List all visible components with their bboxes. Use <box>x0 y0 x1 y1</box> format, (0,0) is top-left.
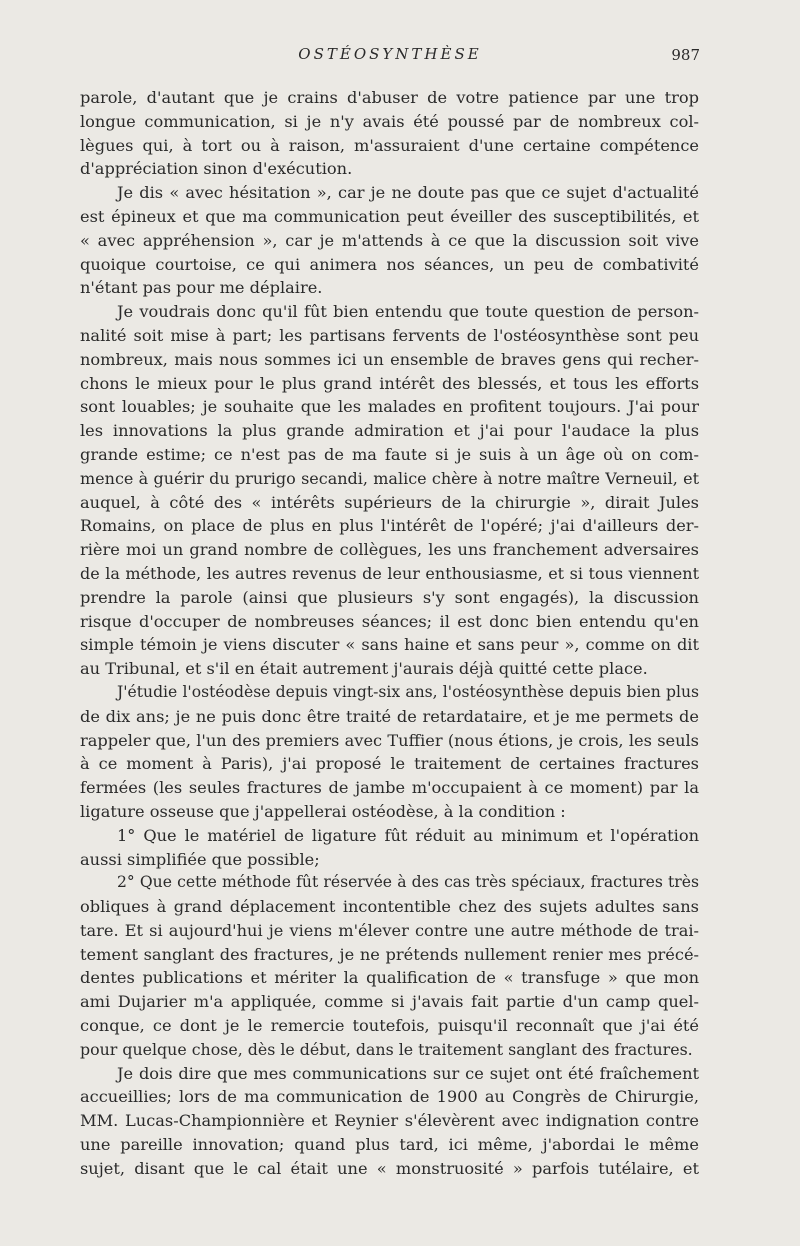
text-line: sont louables; je souhaite que les malades en profitent toujours. J'ai pour <box>80 397 699 417</box>
text-line: 2° Que cette méthode fût réservée à des cas très spéciaux, fractures très <box>117 873 699 892</box>
text-line: Romains, on place de plus en plus l'intérêt de l'opéré; j'ai d'ailleurs der- <box>80 516 699 536</box>
text-line: grande estime; ce n'est pas de ma faute si je suis à un âge où on com- <box>80 444 699 464</box>
text-line: chons le mieux pour le plus grand intérêt des blessés, et tous les efforts <box>80 373 699 393</box>
text-line: prendre la parole (ainsi que plusieurs s'y sont engagés), la discussion <box>80 587 699 607</box>
text-line: MM. Lucas-Championnière et Reynier s'élevèrent avec indignation contre <box>80 1111 699 1131</box>
text-line: au Tribunal, et s'il en était autrement j'aurais déjà quitté cette place. <box>80 659 648 679</box>
text-line: d'appréciation sinon d'exécution. <box>80 159 353 179</box>
text-line: tement sanglant des fractures, je ne prétends nullement renier mes précé- <box>80 944 699 964</box>
page-header <box>80 45 700 69</box>
text-line: nombreux, mais nous sommes ici un ensemble de braves gens qui recher- <box>80 349 699 369</box>
text-line: sujet, disant que le cal était une « monstruosité » parfois tutélaire, et <box>80 1158 699 1178</box>
text-line: risque d'occuper de nombreuses séances; il est donc bien entendu qu'en <box>80 611 699 631</box>
text-line: parole, d'autant que je crains d'abuser de votre patience par une trop <box>80 88 699 107</box>
text-line: nalité soit mise à part; les partisans fervents de l'ostéosynthèse sont peu <box>80 325 699 345</box>
text-line: quoique courtoise, ce qui animera nos séances, un peu de combativité <box>80 254 699 274</box>
text-line: dentes publications et mériter la qualification de « transfuge » que mon <box>80 968 699 988</box>
page-number: 987 <box>671 46 700 64</box>
text-line: pour quelque chose, dès le début, dans le traitement sanglant des fractures. <box>80 1039 693 1059</box>
body-text <box>80 86 699 1181</box>
text-line: 1° Que le matériel de ligature fût réduit au minimum et l'opération <box>117 825 699 845</box>
text-line: accueillies; lors de ma communication de 1900 au Congrès de Chirurgie, <box>80 1087 699 1107</box>
text-line: de dix ans; je ne puis donc être traité de retardataire, et je me permets de <box>80 706 699 726</box>
text-line: de la méthode, les autres revenus de leur enthousiasme, et si tous viennent <box>80 563 699 583</box>
text-line: conque, ce dont je le remercie toutefois, puisqu'il reconnaît que j'ai été <box>80 1016 699 1036</box>
text-line: aussi simplifiée que possible; <box>80 849 320 869</box>
text-line: ligature osseuse que j'appellerai ostéodèse, à la condition : <box>80 801 566 821</box>
text-line: Je dis « avec hésitation », car je ne doute pas que ce sujet d'actualité <box>117 183 699 203</box>
text-line: auquel, à côté des « intérêts supérieurs de la chirurgie », dirait Jules <box>80 492 699 512</box>
text-line: ami Dujarier m'a appliquée, comme si j'avais fait partie d'un camp quel- <box>80 992 699 1012</box>
text-line: longue communication, si je n'y avais été poussé par de nombreux col- <box>80 111 699 131</box>
text-line: les innovations la plus grande admiration et j'ai pour l'audace la plus <box>80 421 699 441</box>
text-line: « avec appréhension », car je m'attends à ce que la discussion soit vive <box>80 230 699 250</box>
running-title: OSTÉOSYNTHÈSE <box>298 45 482 63</box>
text-line: une pareille innovation; quand plus tard, ici même, j'abordai le même <box>80 1135 699 1155</box>
text-line: à ce moment à Paris), j'ai proposé le traitement de certaines fractures <box>80 754 699 774</box>
text-line: rière moi un grand nombre de collègues, les uns franchement adversaires <box>80 540 699 560</box>
text-line: tare. Et si aujourd'hui je viens m'élever contre une autre méthode de trai- <box>80 920 699 940</box>
text-line: simple témoin je viens discuter « sans haine et sans peur », comme on dit <box>80 635 699 655</box>
text-line: fermées (les seules fractures de jambe m'occupaient à ce moment) par la <box>80 778 699 798</box>
text-line: obliques à grand déplacement incontentible chez des sujets adultes sans <box>80 897 699 917</box>
text-line: Je dois dire que mes communications sur ce sujet ont été fraîchement <box>117 1063 699 1083</box>
text-line: lègues qui, à tort ou à raison, m'assuraient d'une certaine compétence <box>80 135 699 155</box>
text-line: est épineux et que ma communication peut éveiller des susceptibilités, et <box>80 206 699 226</box>
text-line: n'étant pas pour me déplaire. <box>80 278 323 298</box>
text-line: rappeler que, l'un des premiers avec Tuffier (nous étions, je crois, les seuls <box>80 730 699 750</box>
text-line: Je voudrais donc qu'il fût bien entendu que toute question de person- <box>117 302 699 322</box>
text-line: mence à guérir du prurigo secandi, malice chère à notre maître Verneuil, et <box>80 468 699 488</box>
text-line: J'étudie l'ostéodèse depuis vingt-six ans, l'ostéosynthèse depuis bien plus <box>117 682 699 701</box>
